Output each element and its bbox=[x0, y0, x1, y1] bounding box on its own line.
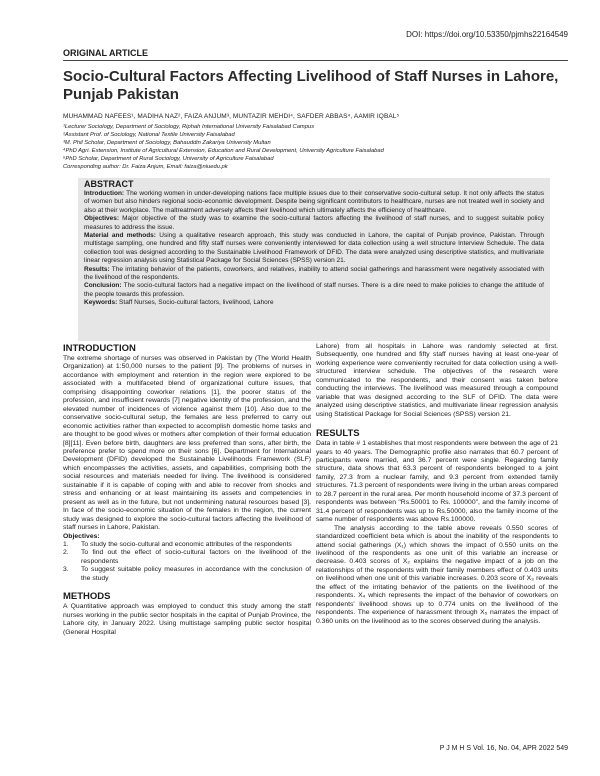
affiliations bbox=[63, 123, 384, 172]
affiliation-line: ²Assistant Prof. of Sociology, National Textile University Faisalabad bbox=[63, 132, 235, 139]
objectives-label: Objectives: bbox=[63, 532, 100, 540]
affiliation-line: ³M. Phil Scholar, Department of Sociology, Bahauddin Zakariya University Multan bbox=[63, 140, 271, 147]
abstract-results: Results: The irritating behavior of the patients, coworkers, and relatives, inability to attend social gatherings and harassment were negatively associated with the livelihood of the respondents. bbox=[84, 265, 544, 282]
list-item: 3. To suggest suitable policy measures in accordance with the conclusion of the study bbox=[63, 566, 311, 582]
abstract-heading: ABSTRACT bbox=[84, 179, 134, 189]
abstract-methods: Material and methods: Using a qualitative research approach, this study was conducted in Lahore, the capital of Punjab province, Pakistan. Through multistage sampling, one hundred and fifty staff nurses were conveniently interviewed for data collection using a well structure Interview Schedule. The data collection tool was designed according to the Sustainable Livelihood Framework of DFID. The data were analyzed using descriptive statistics, and multivariate linear regression analysis using Statistical Package for Social Sciences (SPSS) version 21. bbox=[84, 232, 544, 265]
results-paragraph-2: The analysis according to the table above reveals 0.550 scores of standardized coefficient beta which is about the inability of the respondents to attend social gatherings (X₁) which shows the impact of 0.550 units on the livelihood of the respondents as one unit of this variable an increase or decrease. 0.403 scores of X₂ explains the negative impact of a job on the relationships of the respondents with their family members effect of 0.403 units on livelihood when one unit of this variable increases. 0.203 score of X₃ reveals the effect of the irritating behavior of the patients on the livelihood of the respondents. X₄ which represents the impact of the behavior of coworkers on respondents' livelihood shows up to 0.774 units on the livelihood of the respondents. The experience of harassment through X₅ narrates the impact of 0.360 units on the livelihood as to the scores observed during the analysis. bbox=[316, 524, 558, 625]
methods-text-left: A Quantitative approach was employed to conduct this study among the staff nurses working in the public sector hospitals in the capital of Punjab Province, the Lahore city, in January 2022. Using multistage sampling public sector hospital (General Hospital bbox=[63, 603, 311, 636]
left-column bbox=[63, 343, 311, 637]
abstract-intro: Introduction: The working women in under-developing nations face multiple issues due to their conservative socio-cultural setup. It not only affects the status of women but also hinders regional socio-economic development. Despite being significant contributors to healthcare, nurses are not treated well in society and also at their workplace. The maltreatment adversely affects their livelihood which ultimately affects the efficiency of healthcare. bbox=[84, 190, 544, 214]
doi-line: DOI: https://doi.org/10.53350/pjmhs22164549 bbox=[406, 30, 568, 39]
abstract-conclusion: Conclusion: The socio-cultural factors had a negative impact on the livelihood of staff nurses. There is a dire need to make policies to change the attitude of the people towards this profession. bbox=[84, 282, 544, 298]
right-column bbox=[316, 343, 558, 626]
results-paragraph-1: Data in table # 1 establishes that most respondents were between the age of 21 years to 40 years. The Demographic profile also narrates that 60.7 percent of participants were married, and 36.7 percent were single. Regarding family structure, data shows that 63.3 percent of respondents belonged to a joint family, 27.3 from a nuclear family, and 9.3 percent from extended family structures. 71.3 percent of respondents were living in the urban areas compared to 28.7 percent in the rural area. Per month household income of 37.3 percent of respondents was between "Rs.50001 to Rs. 100000", and the family income of 31.4 percent of respondents was up to Rs.50000, also the family income of the same number of respondents was above Rs.100000. bbox=[316, 440, 558, 524]
affiliation-line: ⁵PhD Scholar, Department of Rural Sociology, University of Agriculture Faisalabad bbox=[63, 156, 274, 163]
abstract-objectives: Objectives: Major objective of the study was to examine the socio-cultural factors affecting the livelihood of staff nurses, and to suggest suitable policy measures to address the issue. bbox=[84, 215, 544, 231]
methods-heading: METHODS bbox=[63, 591, 111, 603]
abstract-body bbox=[84, 190, 544, 308]
title-divider bbox=[63, 60, 568, 61]
list-item: 1. To study the socio-cultural and economic attributes of the respondents bbox=[63, 540, 292, 548]
corresponding-author: Corresponding author: Dr. Faiza Anjum, Email: faiza@niuedu.pk bbox=[63, 164, 228, 171]
page-footer: P J M H S Vol. 16, No. 04, APR 2022 549 bbox=[439, 745, 568, 752]
introduction-text: The extreme shortage of nurses was observed in Pakistan by (The World Health Organization) at 1:50,000 nurses to the patient [9]. The problems of nurses in accordance with employment and retention in the region were explored to be associated with a multifaceted blend of organizational culture issues, that comprising disappointing coworker relations [1], the poorer status of the profession, and insufficient rewards [7] negative identity of the profession, and the elevated number of incidences of violence against them [10]. Also due to the conservative socio-cultural setup, the females are less preferred to carry out economic activities rather than expected to accomplish domestic home tasks and are thought to be good wives or mothers after completion of their formal education [8][11]. Even before birth, daughters are less preferred than sons, after birth, the preference prefer to spend more on their sons [6]. Department for International Development (DFID) developed the Sustainable Livelihoods Framework (SLF) which encompasses the activities, assets, and capabilities, comprising both the social resources and materials needed for living. The livelihood is considered sustainable if it is capable of coping with and able to recover from shocks and stress and enhancing or at least maintaining its assets and competencies in present as well as in the future, but not undermining natural resources based [3]. In face of the socio-economic situation of the females in the region, the current study was designed to explore the socio-cultural factors affecting the livelihood of staff nurses in Lahore, Pakistan. bbox=[63, 355, 311, 532]
introduction-heading: INTRODUCTION bbox=[63, 343, 136, 354]
affiliation-line: ¹Lecturer Sociology, Department of Sociology, Riphah International University Faisalabad Campus bbox=[63, 124, 315, 130]
affiliation-line: ⁴PhD Agri. Extension, Institute of Agricultural Extension, Education and Rural Development, University Agriculture Faisalabad bbox=[63, 148, 384, 155]
abstract-keywords: Keywords: Staff Nurses, Socio-cultural factors, livelihood, Lahore bbox=[84, 299, 274, 307]
list-item: 2. To find out the effect of socio-cultural factors on the livelihood of the respondents bbox=[63, 549, 311, 565]
methods-text-right: Lahore) from all hospitals in Lahore was randomly selected at first. Subsequently, one hundred and fifty staff nurses having at least one-year of working experience were conveniently recruited for data collection using a well-structured interview schedule. The objectives of the research were communicated to the respondents, and their consent was taken before conducting the interviews. The livelihood was measured through a compound variable that was designed according to the SLF of DFID. The data were analyzed using descriptive statistics, and multivariate linear regression analysis using Statistical Package for Social Sciences (SPSS) version 21. bbox=[316, 343, 558, 418]
paper-title: Socio-Cultural Factors Affecting Livelihood of Staff Nurses in Lahore, Punjab Pakistan bbox=[63, 68, 559, 103]
objectives-list bbox=[63, 541, 311, 583]
author-list: MUHAMMAD NAFEES¹, MADIHA NAZ², FAIZA ANJUM³, MUNTAZIR MEHDI⁴, SAFDER ABBAS⁴, AAMIR IQBAL⁵ bbox=[63, 113, 400, 120]
results-heading: RESULTS bbox=[316, 428, 360, 440]
article-type: ORIGINAL ARTICLE bbox=[63, 48, 148, 58]
